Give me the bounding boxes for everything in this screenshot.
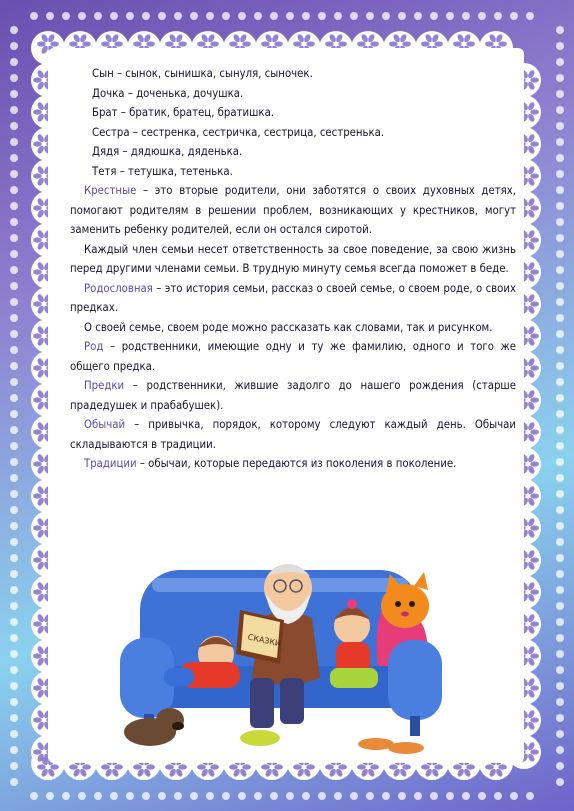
diminutive-son: Сын – сынок, сынишка, сынуля, сыночек. [92, 67, 313, 80]
diminutive-uncle: Дядя – дядюшка, дяденька. [92, 145, 243, 158]
definition-custom: – привычка, порядок, которому следуют каждый день. Обычаи складываются в традиции. [70, 418, 516, 451]
definition-traditions: – обычаи, которые передаются из поколения в поколение. [136, 457, 457, 470]
diminutive-aunt: Тетя – тетушка, тетенька. [92, 164, 233, 178]
definition-godparents: – это вторые родители, они заботятся о своих духовных детях, помогают родителям в решении проблем, возникающих у крестников, могут заменить ребенку родителей, если он остался сиротой. [70, 184, 516, 236]
term-pedigree: Родословная [84, 281, 153, 295]
term-godparents: Крестные [84, 184, 137, 197]
paragraph-pedigree [70, 279, 516, 318]
term-ancestors: Предки [84, 379, 125, 392]
sofa-arm-right [388, 640, 442, 720]
paragraph-traditions [70, 454, 516, 474]
definition-pedigree: – это история семьи, рассказ о своей семье, о своем роде, о своих предках. [70, 281, 516, 314]
definition-ancestors: – родственники, жившие задолго до нашего рождения (старше прадедушек и прабабушек). [70, 379, 516, 412]
paragraph-godparents [70, 181, 516, 240]
definition-kin: – родственники, имеющие одну и ту же фамилию, одного и того же общего предка. [70, 340, 516, 373]
diminutive-daughter: Дочка – доченька, дочушка. [92, 86, 244, 100]
term-traditions: Традиции [84, 457, 137, 470]
paragraph-telling: О своей семье, своем роде можно рассказать как словами, так и рисунком. [84, 320, 493, 334]
slipper-icon [388, 742, 424, 754]
term-kin: Род [84, 340, 104, 353]
diminutive-brother: Брат – братик, братец, братишка. [92, 106, 275, 119]
paragraph-kin [70, 337, 516, 376]
book-title: СКАЗКИ [247, 632, 282, 649]
paragraph-responsibility: Каждый член семьи несет ответственность за свое поведение, за свою жизнь перед другими членами семьи. В трудную минуту семья всегда поможет в беде. [70, 242, 516, 275]
article-text [70, 64, 516, 474]
term-custom: Обычай [84, 418, 126, 431]
paragraph-ancestors [70, 376, 516, 415]
family-sofa-illustration [120, 548, 460, 758]
paragraph-custom [70, 415, 516, 454]
diminutive-sister: Сестра – сестренка, сестричка, сестрица, сестренька. [92, 125, 385, 139]
